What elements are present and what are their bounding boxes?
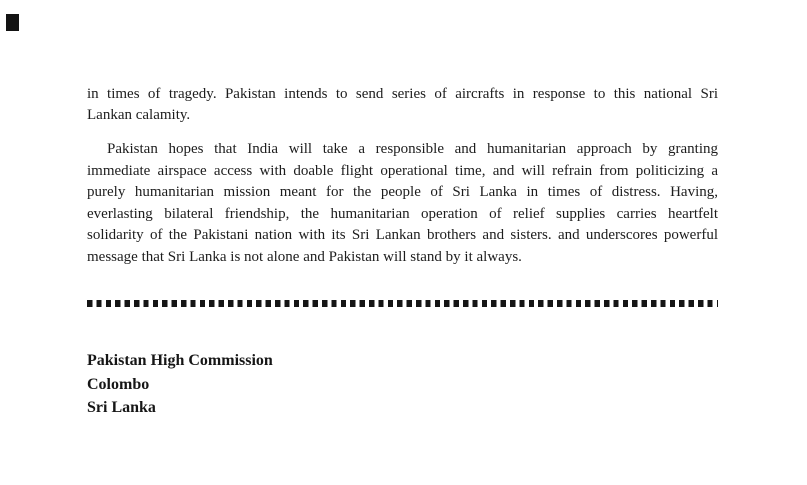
paragraph-line: message that Sri Lanka is not alone and Pakistan will stand by it always. — [87, 248, 522, 265]
paragraph-line: in times of tragedy. Pakistan intends to send series of aircrafts in response to this national Sri — [87, 86, 718, 102]
body-paragraph-2 — [87, 139, 718, 268]
paragraph-line: everlasting bilateral friendship, the humanitarian operation of relief supplies carries heartfelt — [87, 205, 718, 222]
paragraph-line: immediate airspace access with doable flight operational time, and will refrain from politicizing a — [87, 162, 718, 179]
dotted-separator — [87, 300, 718, 307]
paragraph-line: Lankan calamity. — [87, 107, 191, 123]
paragraph-line: solidarity of the Pakistani nation with its Sri Lankan brothers and sisters. and underscores powerful — [87, 227, 718, 243]
signature-country: Sri Lanka — [87, 399, 156, 416]
signature-city: Colombo — [87, 375, 150, 393]
paragraph-line: Pakistan hopes that India will take a responsible and humanitarian approach by granting — [107, 141, 718, 157]
body-paragraph-1 — [87, 84, 718, 126]
signature-organization: Pakistan High Commission — [87, 352, 273, 369]
scan-artifact-mark — [6, 14, 19, 31]
signature-block — [87, 349, 487, 420]
paragraph-line: purely humanitarian mission meant for the people of Sri Lanka in times of distress. Having, — [87, 184, 718, 200]
